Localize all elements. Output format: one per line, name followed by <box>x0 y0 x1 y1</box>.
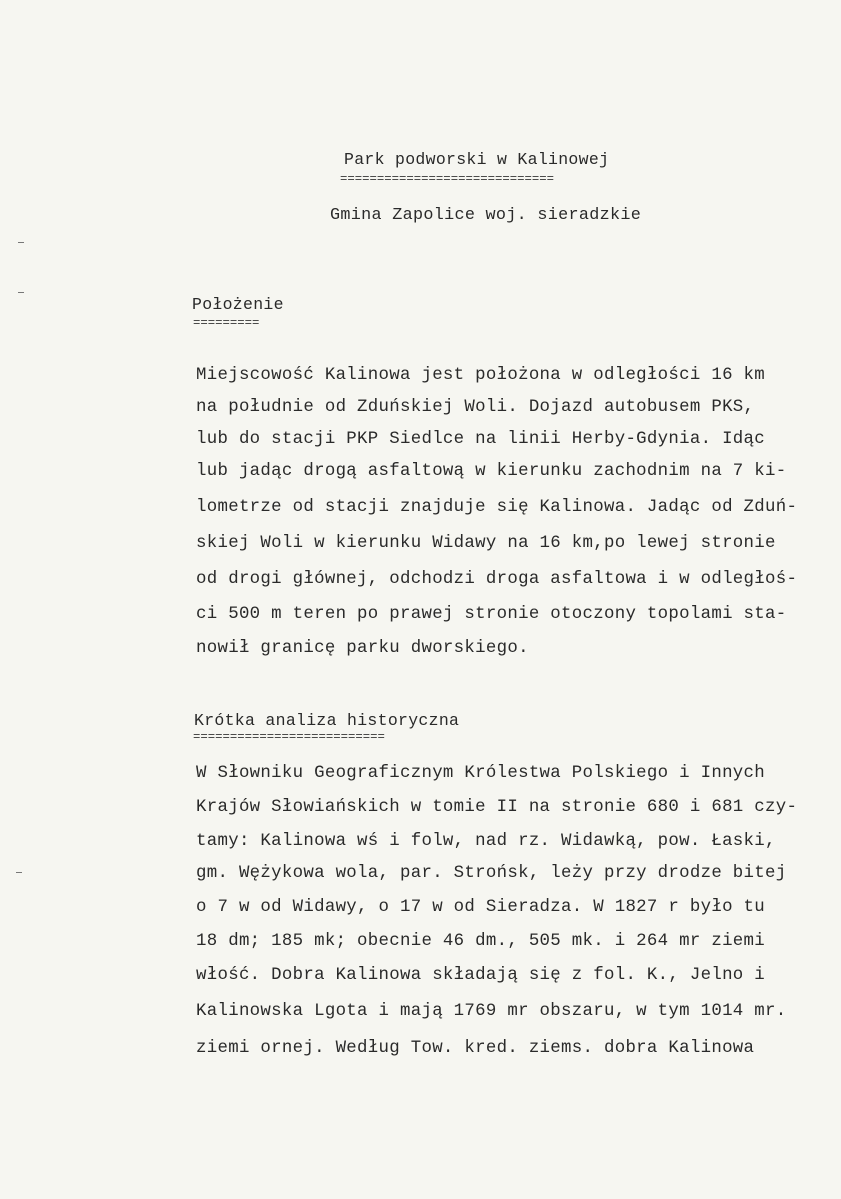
paragraph-line: od drogi głównej, odchodzi droga asfaltowa i w odległoś- <box>196 570 798 589</box>
paragraph-line: W Słowniku Geograficznym Królestwa Polskiego i Innych <box>196 764 766 783</box>
margin-mark <box>16 872 22 873</box>
paragraph-line: na południe od Zduńskiej Woli. Dojazd autobusem PKS, <box>196 398 755 417</box>
paragraph-line: ci 500 m teren po prawej stronie otoczony topolami sta- <box>196 605 787 624</box>
paragraph-line: włość. Dobra Kalinowa składają się z fol. K., Jelno i <box>196 966 766 985</box>
paragraph-line: Krajów Słowiańskich w tomie II na stronie 680 i 681 czy- <box>196 798 798 817</box>
document-subtitle: Gmina Zapolice woj. sieradzkie <box>330 206 642 225</box>
paragraph-line: lub jadąc drogą asfaltową w kierunku zachodnim na 7 ki- <box>196 462 787 481</box>
section-heading-underline: ========================== <box>193 730 385 744</box>
paragraph-line: Kalinowska Lgota i mają 1769 mr obszaru, w tym 1014 mr. <box>196 1002 787 1021</box>
paragraph-line: lub do stacji PKP Siedlce na linii Herby-Gdynia. Idąc <box>196 430 766 449</box>
title-underline: ============================= <box>340 172 555 186</box>
paragraph-line: 18 dm; 185 mk; obecnie 46 dm., 505 mk. i 264 mr ziemi <box>196 932 766 951</box>
margin-mark <box>18 292 24 293</box>
paragraph-line: gm. Wężykowa wola, par. Strońsk, leży przy drodze bitej <box>196 864 787 883</box>
paragraph-line: ziemi ornej. Według Tow. kred. ziems. dobra Kalinowa <box>196 1039 755 1058</box>
section-heading-underline: ========= <box>193 316 260 330</box>
section-heading: Krótka analiza historyczna <box>194 711 460 730</box>
paragraph-line: nowił granicę parku dworskiego. <box>196 639 529 658</box>
document-title: Park podworski w Kalinowej <box>344 150 610 169</box>
paragraph-line: o 7 w od Widawy, o 17 w od Sieradza. W 1827 r było tu <box>196 898 766 917</box>
paragraph-line: Miejscowość Kalinowa jest położona w odległości 16 km <box>196 366 766 385</box>
margin-mark <box>18 242 24 243</box>
section-heading: Położenie <box>192 295 284 314</box>
paragraph-line: lometrze od stacji znajduje się Kalinowa. Jadąc od Zduń- <box>196 498 798 517</box>
paragraph-line: skiej Woli w kierunku Widawy na 16 km,po lewej stronie <box>196 534 776 553</box>
paragraph-line: tamy: Kalinowa wś i folw, nad rz. Widawką, pow. Łaski, <box>196 832 776 851</box>
